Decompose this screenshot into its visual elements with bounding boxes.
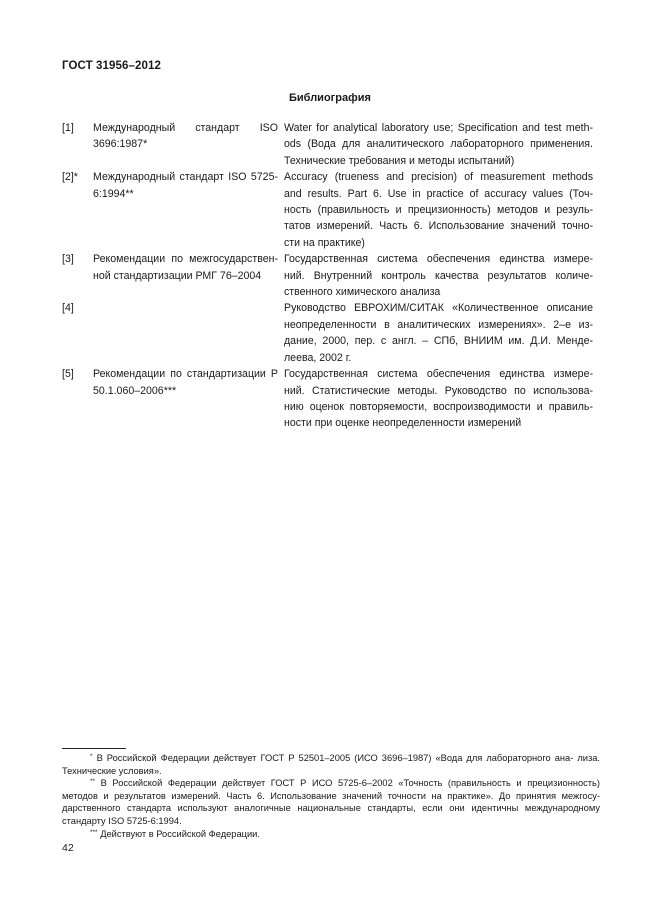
entry-number: [5] (62, 368, 74, 381)
desc-line: дание, 2000, пер. с англ. – СПб, ВНИИМ им. Д.И. Менде- (284, 335, 593, 348)
footnote-mark: *** (90, 828, 98, 836)
desc-line: Государственная система обеспечения единства измере- (284, 368, 593, 381)
entry-number: [3] (62, 253, 74, 266)
desc-line: татов измерений. Часть 6. Использование значений точно- (284, 220, 593, 233)
desc-line: ности при оценке неопределенности измерений (284, 417, 522, 430)
footnote-3 (62, 828, 600, 841)
entry-source (93, 300, 284, 366)
footnote-mark: ** (90, 778, 96, 786)
footnote-line: Действуют в Российской Федерации. (100, 828, 260, 839)
entry-description (284, 251, 593, 300)
desc-line: Руководство ЕВРОХИМ/СИТАК «Количественное описание (284, 302, 593, 315)
footnote-divider (62, 748, 126, 749)
desc-line: ний. Внутренний контроль качества результатов количе- (284, 269, 593, 282)
source-line: 50.1.060–2006*** (93, 384, 177, 397)
footnote-line: стандарту ISO 5725-6:1994. (62, 815, 182, 826)
footnote-1 (62, 752, 600, 777)
desc-line: ний. Статистические методы. Руководство по использова- (284, 384, 593, 397)
source-line: Международный стандарт ISO (93, 122, 278, 134)
footnote-2 (62, 777, 600, 827)
bibliography-title: Библиография (289, 92, 371, 104)
bibliography-entry-2 (62, 169, 602, 251)
desc-line: ственного химического анализа (284, 286, 441, 299)
desc-line: Государственная система обеспечения единства измере- (284, 253, 593, 266)
footnote-line: В Российской Федерации действует ГОСТ Р 52501–2005 (ИСО 3696–1987) «Вода для лабораторного ана- (96, 753, 574, 763)
footnote-line: дарственного стандарта используют аналогичные национальные стандарты, если они идентичны международному (62, 803, 600, 814)
desc-line: ность (правильность и прецизионность) методов и резуль- (284, 204, 593, 217)
footnote-line: В Российской Федерации действует ГОСТ Р ИСО 5725-6–2002 «Точность (правильность и прецизионность) (100, 778, 600, 789)
desc-line: сти на практике) (284, 236, 365, 249)
desc-line: and results. Part 6. Use in practice of accuracy values (Точ- (284, 187, 593, 200)
entry-number: [4] (62, 302, 74, 315)
desc-line: неопределенности в аналитических измерениях». 2–е из- (284, 318, 593, 331)
desc-line: Технические требования и методы испытаний) (284, 154, 515, 167)
footnotes (62, 752, 600, 840)
bibliography-entry-5 (62, 366, 602, 432)
bibliography-list (62, 120, 602, 432)
source-line: Рекомендации по межгосударствен- (93, 253, 278, 266)
entry-source (93, 120, 284, 169)
desc-line: Accuracy (trueness and precision) of measurement methods (284, 171, 593, 184)
source-line: ной стандартизации РМГ 76–2004 (93, 269, 262, 282)
entry-number: [2]* (62, 171, 78, 184)
source-line: 6:1994** (93, 187, 134, 200)
bibliography-entry-1 (62, 120, 602, 169)
entry-source (93, 366, 284, 432)
document-header: ГОСТ 31956–2012 (62, 60, 162, 72)
entry-number: [1] (62, 122, 74, 134)
bibliography-entry-3 (62, 251, 602, 300)
entry-description (284, 300, 593, 366)
desc-line: Water for analytical laboratory use; Specification and test meth- (284, 122, 593, 134)
footnote-mark: * (90, 753, 93, 760)
footnote-line: лиза. Технические условия». (62, 753, 600, 776)
source-line: Международный стандарт ISO 5725- (93, 171, 278, 184)
desc-line: леева, 2002 г. (284, 351, 352, 364)
entry-description (284, 366, 593, 432)
entry-source (93, 251, 284, 300)
desc-line: нию оценок повторяемости, воспроизводимости и правиль- (284, 400, 593, 413)
desc-line: ods (Вода для аналитического лабораторного применения. (284, 138, 593, 151)
entry-description (284, 169, 593, 251)
entry-description (284, 120, 593, 169)
page-number: 42 (62, 842, 74, 854)
source-line: Рекомендации по стандартизации Р (93, 368, 278, 381)
source-line: 3696:1987* (93, 138, 148, 151)
bibliography-entry-4 (62, 300, 602, 366)
footnote-line: методов и результатов измерений. Часть 6. Использование значений точности на практике». До принятия межгосу- (62, 790, 600, 801)
entry-source (93, 169, 284, 251)
